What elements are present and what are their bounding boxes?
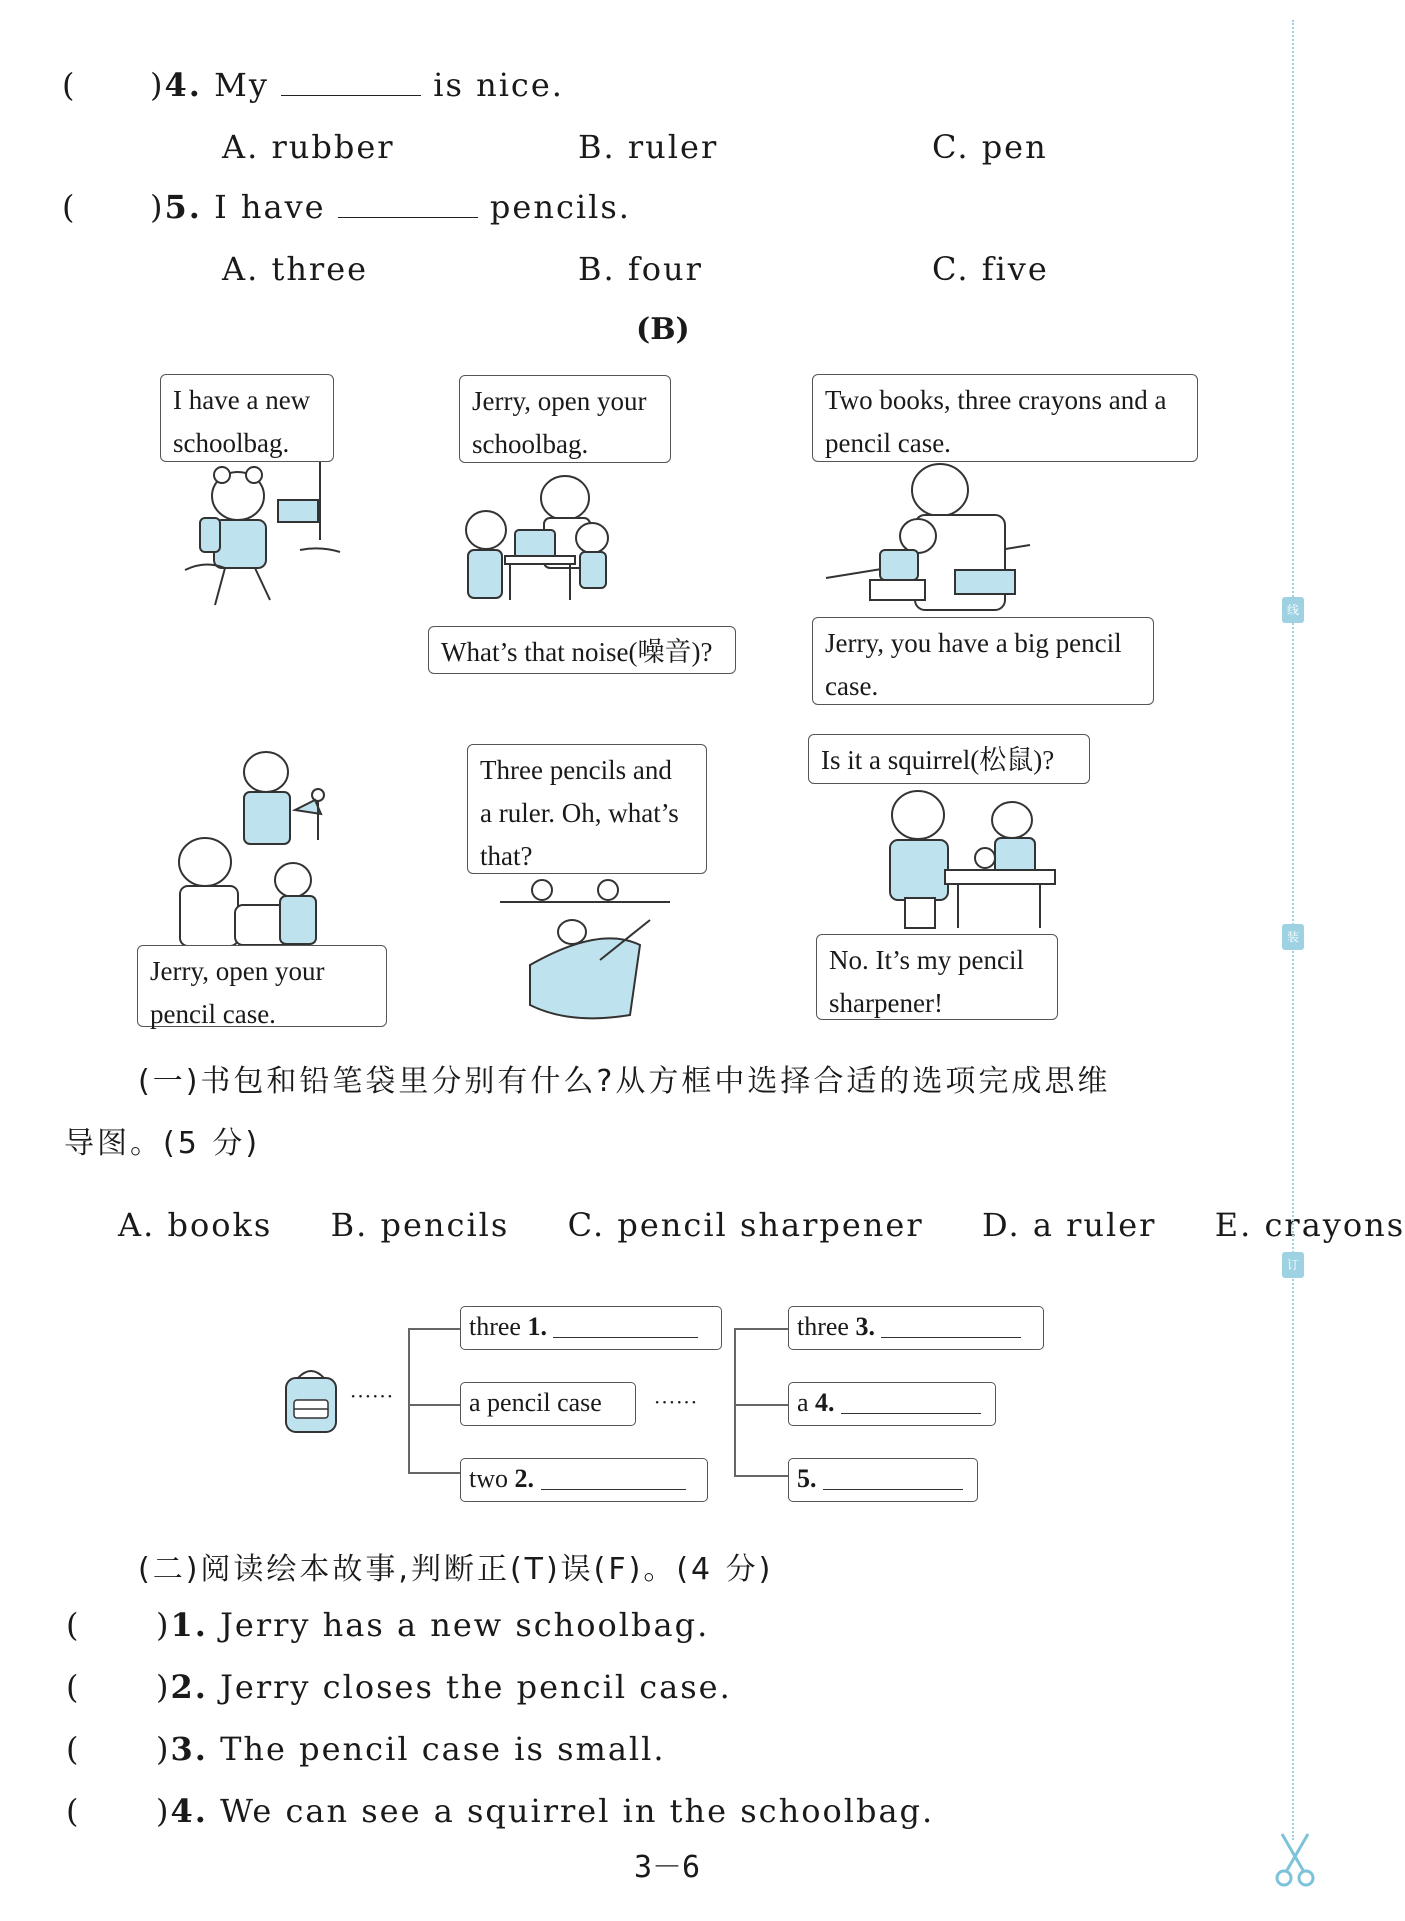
part-1-title-cont: 导图。(5 分): [64, 1126, 261, 1161]
part-2-title: (二)阅读绘本故事,判断正(T)误(F)。(4 分): [138, 1552, 774, 1587]
choice-d[interactable]: D. a ruler: [981, 1206, 1157, 1244]
map-box-1: three 1.: [460, 1306, 722, 1350]
answer-blank-4[interactable]: [841, 1413, 981, 1414]
choice-c[interactable]: C. pencil sharpener: [567, 1206, 924, 1244]
speech-bubble: Is it a squirrel(松鼠)?: [808, 734, 1090, 784]
option-a[interactable]: A. three: [222, 250, 369, 288]
option-c[interactable]: C. five: [932, 250, 1049, 288]
bears-gardening-illustration: [179, 752, 324, 946]
option-c[interactable]: C. pen: [932, 128, 1048, 166]
map-box-3: three 3.: [788, 1306, 1044, 1350]
answer-paren-open[interactable]: (: [66, 1792, 79, 1830]
binding-tab: 线: [1282, 597, 1304, 623]
choice-b[interactable]: B. pencils: [330, 1206, 510, 1244]
answer-blank-3[interactable]: [881, 1337, 1021, 1338]
speech-bubble: No. It’s my pencil sharpener!: [816, 934, 1058, 1020]
choice-box: [118, 1206, 1405, 1244]
speech-bubble: Jerry, open your schoolbag.: [459, 375, 671, 463]
answer-paren-open[interactable]: (: [66, 1730, 79, 1768]
choice-e[interactable]: E. crayons: [1214, 1206, 1405, 1244]
map-box-2: two 2.: [460, 1458, 708, 1502]
bears-squirrel-table-illustration: [890, 791, 1055, 928]
question-text: )4. My is nice.: [150, 66, 564, 104]
answer-blank-2[interactable]: [541, 1489, 686, 1490]
scissors-icon: [1272, 1832, 1318, 1888]
page-number: 3－6: [634, 1850, 701, 1885]
binding-tab: 订: [1282, 1252, 1304, 1278]
map-box-5: 5.: [788, 1458, 978, 1502]
speech-bubble: What’s that noise(噪音)?: [428, 626, 736, 674]
answer-paren-open[interactable]: (: [66, 1606, 79, 1644]
speech-bubble: Jerry, you have a big pencil case.: [812, 617, 1154, 705]
connector-dots: ······: [350, 1384, 395, 1408]
connector-dots: ······: [654, 1390, 699, 1414]
map-box-4: a 4.: [788, 1382, 996, 1426]
answer-blank-5[interactable]: [823, 1489, 963, 1490]
option-b[interactable]: B. four: [578, 250, 703, 288]
option-b[interactable]: B. ruler: [578, 128, 719, 166]
speech-bubble: Jerry, open your pencil case.: [137, 945, 387, 1027]
binding-tab: 装: [1282, 924, 1304, 950]
question-text: )5. I have pencils.: [150, 188, 631, 226]
choice-a[interactable]: A. books: [118, 1206, 273, 1244]
speech-bubble: Two books, three crayons and a pencil case.: [812, 374, 1198, 462]
option-a[interactable]: A. rubber: [222, 128, 395, 166]
speech-bubble: Three pencils and a ruler. Oh, what’s that?: [467, 744, 707, 874]
answer-paren-open[interactable]: (: [66, 1668, 79, 1706]
answer-blank-1[interactable]: [553, 1337, 698, 1338]
speech-bubble: I have a new schoolbag.: [160, 374, 334, 462]
schoolbag-icon: [278, 1364, 350, 1440]
pencil-case-squirrel-illustration: [500, 880, 670, 1018]
bear-with-backpack-illustration: [826, 464, 1030, 610]
part-1-title: (一)书包和铅笔袋里分别有什么?从方框中选择合适的选项完成思维: [138, 1064, 1111, 1099]
section-b-title: (B): [636, 312, 690, 347]
answer-paren-open[interactable]: (: [62, 188, 75, 226]
bear-walking-illustration: [185, 450, 340, 605]
map-box-pencil-case: a pencil case: [460, 1382, 636, 1426]
bears-at-table-illustration: [466, 476, 608, 600]
answer-paren-open[interactable]: (: [62, 66, 75, 104]
